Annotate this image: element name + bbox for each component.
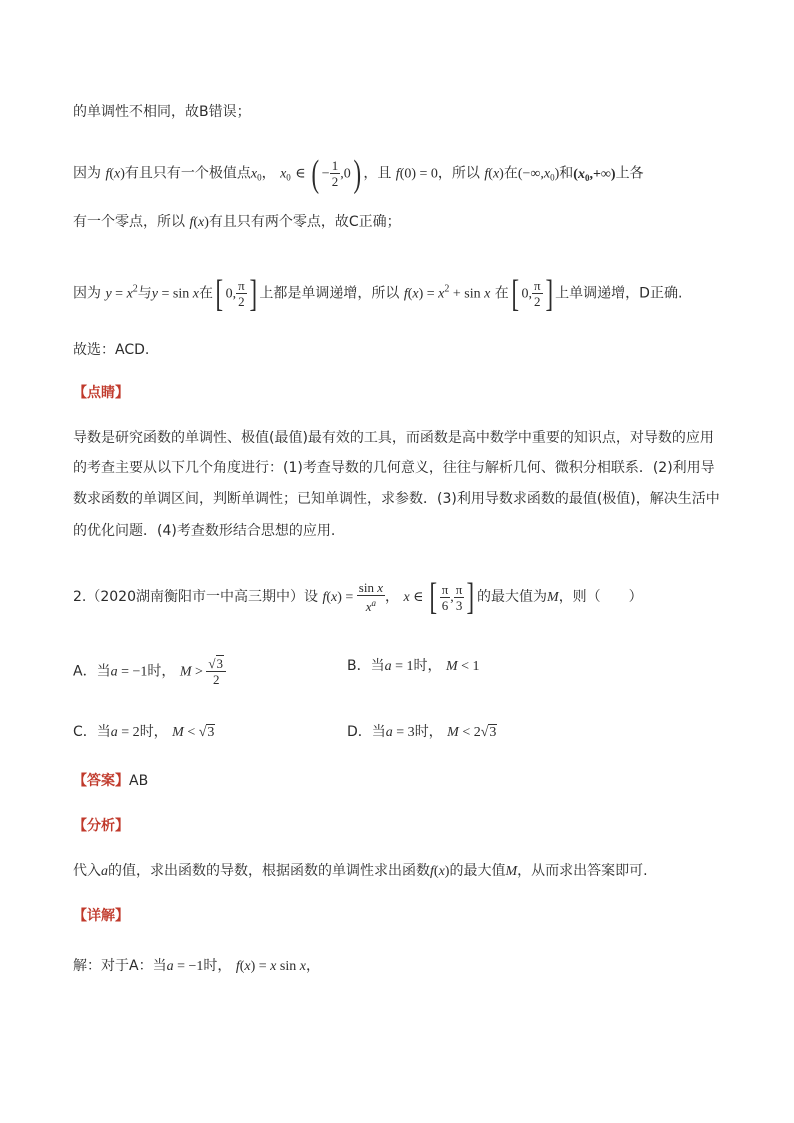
math-fraction: $\frac{\text{sin x}}{x^a}$: [358, 580, 383, 614]
math-x: x: [114, 166, 121, 182]
paragraph-text: 数求函数的单调区间，判断单调性；已知单调性，求参数．(3)利用导数求函数的最值(极值)，解决生活中: [73, 491, 720, 507]
math-subscript: 0: [257, 172, 262, 183]
math-fraction: $\frac{\pi}{2}$: [533, 278, 541, 309]
option-text: 时，: [147, 663, 176, 680]
math-bracket: ]: [466, 576, 475, 618]
section-header: [73, 816, 129, 836]
math-subscript: 0: [286, 172, 291, 183]
problem-statement: 2.（2020湖南衡阳市一中高三期中）设 f(x) = $\frac{\text{sin x}}{x^a}$ ， x ∈ [ $\frac{\pi}{6}$ , $\frac{\pi}{3}$ ] 的最大值为M，则（ ）: [73, 576, 643, 618]
paragraph-text: 的值，求出函数的导数，根据函数的单调性求出函数: [108, 863, 430, 879]
math-bracket: (: [311, 152, 320, 195]
option-d: D．当a = 3时， M < 2√3: [347, 724, 497, 740]
text-line: [73, 340, 149, 360]
section-header-text: 【点睛】: [73, 385, 129, 401]
math-bracket: [: [511, 272, 519, 315]
option-text: 时，: [414, 724, 443, 740]
paragraph-text: ，从而求出答案即可.: [517, 863, 648, 879]
paragraph-text: 与: [137, 285, 152, 302]
math-fx: f: [105, 166, 110, 182]
text-line: 因为 f(x)有且只有一个极值点$x_0$， $x_0$ ∈ ( − $\frac{1}{2}$ ,0) ，且 f(0) = 0，所以 f(x)在$(-\infty,x_0)$和$(x_0,+\infty)$上各: [73, 152, 644, 195]
paragraph-text: 上单调递增，D正确.: [555, 285, 683, 302]
paragraph-text: 有且只有两个零点，故C正确；: [208, 214, 401, 230]
answer-value: AB: [129, 773, 149, 789]
option-label: A．当: [73, 663, 111, 680]
math-f: f: [395, 166, 400, 182]
paragraph-text: 的最大值为: [477, 589, 548, 605]
text-line: 解：对于A：当a = −1时， f(x) = x sin x，: [73, 958, 320, 974]
math-fraction: $\frac{\pi}{6}$: [441, 581, 449, 613]
paragraph-text: ，: [385, 589, 399, 605]
math-M: M: [547, 590, 559, 605]
text-line: [73, 489, 720, 509]
option-text: 时，: [413, 658, 442, 674]
answer-choice: 故选：ACD.: [73, 342, 150, 358]
math-bracket: [: [215, 272, 224, 315]
text-line: 代入a的值，求出函数的导数，根据函数的单调性求出函数f(x)的最大值M，从而求出答案即可.: [73, 863, 648, 879]
math-fraction: $\frac{\pi}{2}$: [238, 278, 245, 309]
math-interval: (−∞,: [517, 166, 544, 182]
paragraph-text: ，: [305, 958, 320, 974]
text-line: 有一个零点，所以 f(x)有且只有两个零点，故C正确；: [73, 214, 401, 230]
math-bracket: [: [429, 576, 438, 618]
paragraph-text: 的考查主要从以下几个角度进行：(1)考查导数的几何意义，往往与解析几何、微积分相联系．(2)利用导: [73, 460, 715, 476]
paragraph-text: 的优化问题．(4)考查数形结合思想的应用.: [73, 523, 336, 539]
text-line: [73, 102, 251, 122]
paragraph-text: 时，: [203, 958, 232, 974]
option-c: C．当a = 2时， M < √3: [73, 724, 215, 740]
math-x0: x: [280, 166, 287, 182]
paragraph-text: 和: [559, 165, 574, 182]
math-text: (: [488, 166, 493, 182]
paragraph-text: 2.（2020湖南衡阳市一中高三期中）设: [73, 589, 318, 605]
paragraph-text: 在: [494, 285, 509, 302]
math-text: (0) = 0: [399, 166, 438, 182]
paragraph-text: 代入: [73, 863, 101, 879]
math-fraction: $\frac{1}{2}$: [331, 158, 339, 189]
math-fx: f: [484, 166, 489, 182]
math-x: x: [403, 590, 410, 605]
math-paren: ): [120, 166, 125, 182]
math-x0: x: [250, 166, 258, 182]
section-header: 【答案】: [73, 773, 129, 789]
paragraph-text: ，: [261, 165, 276, 182]
math-expression: y: [105, 286, 112, 302]
option-label: D．当: [347, 724, 386, 740]
option-a: A．当a = −1时， M > $\frac{√3}{2}$: [73, 656, 226, 687]
section-header: [73, 383, 129, 403]
paragraph-text: 有一个零点，所以: [73, 214, 185, 230]
section-header-text: 【详解】: [73, 908, 129, 924]
section-header: [73, 906, 129, 926]
paragraph-text: 在: [198, 285, 213, 302]
answer-line: [73, 771, 148, 791]
paragraph-text: ，所以: [437, 165, 480, 182]
section-header-text: 【分析】: [73, 818, 129, 834]
text-line: [73, 428, 714, 448]
option-label: C．当: [73, 724, 111, 740]
text-line: 因为 $y = x^2$与y = sin x在[ 0, $\frac{\pi}{2}$ ] 上都是单调递增，所以 $f(x) = x^2 + \sin x$ 在[ 0, $\frac{\pi}{2}$ ] 上单调递增，D正确.: [73, 272, 683, 315]
math-bracket: ]: [545, 272, 553, 315]
option-label: B．当: [347, 658, 385, 674]
paragraph-text: 上都是单调递增，所以: [259, 285, 400, 302]
text-line: [73, 521, 335, 541]
paragraph-text: 的最大值: [449, 863, 506, 879]
option-text: 时，: [139, 724, 168, 740]
math-fraction: $\frac{\pi}{3}$: [455, 581, 463, 613]
paragraph-text: ，且: [363, 165, 392, 182]
paragraph-text: 上各: [615, 165, 644, 182]
paragraph-text: 有且只有一个极值点: [124, 165, 251, 182]
math-interval: $(x_0,+\infty)$: [573, 166, 616, 183]
math-fx: f: [189, 215, 194, 230]
math-fraction: $\frac{√3}{2}$: [206, 656, 226, 687]
math-sqrt: √3: [198, 725, 215, 740]
math-in: ∈: [295, 166, 310, 182]
math-text: ,0: [340, 166, 351, 182]
paragraph-text: 解：对于A：当: [73, 958, 167, 974]
paragraph-text: 的单调性不相同，故B错误；: [73, 104, 251, 120]
option-b: B．当a = 1时， M < 1: [347, 658, 480, 674]
math-sqrt: √3: [480, 725, 497, 740]
paragraph-text: 因为: [73, 165, 101, 182]
math-expression: f: [403, 286, 408, 302]
text-line: [73, 458, 715, 478]
math-minus: −: [321, 166, 330, 182]
math-paren: (: [109, 166, 115, 182]
paragraph-text: ，则（ ）: [558, 589, 643, 605]
math-bracket: ): [353, 152, 361, 195]
paragraph-text: 因为: [73, 285, 101, 302]
paragraph-text: 导数是研究函数的单调性、极值(最值)最有效的工具，而函数是高中数学中重要的知识点，对导数的应用: [73, 430, 714, 446]
math-expression: f: [322, 590, 327, 605]
paragraph-text: 在: [503, 165, 518, 182]
math-bracket: ]: [249, 272, 257, 315]
